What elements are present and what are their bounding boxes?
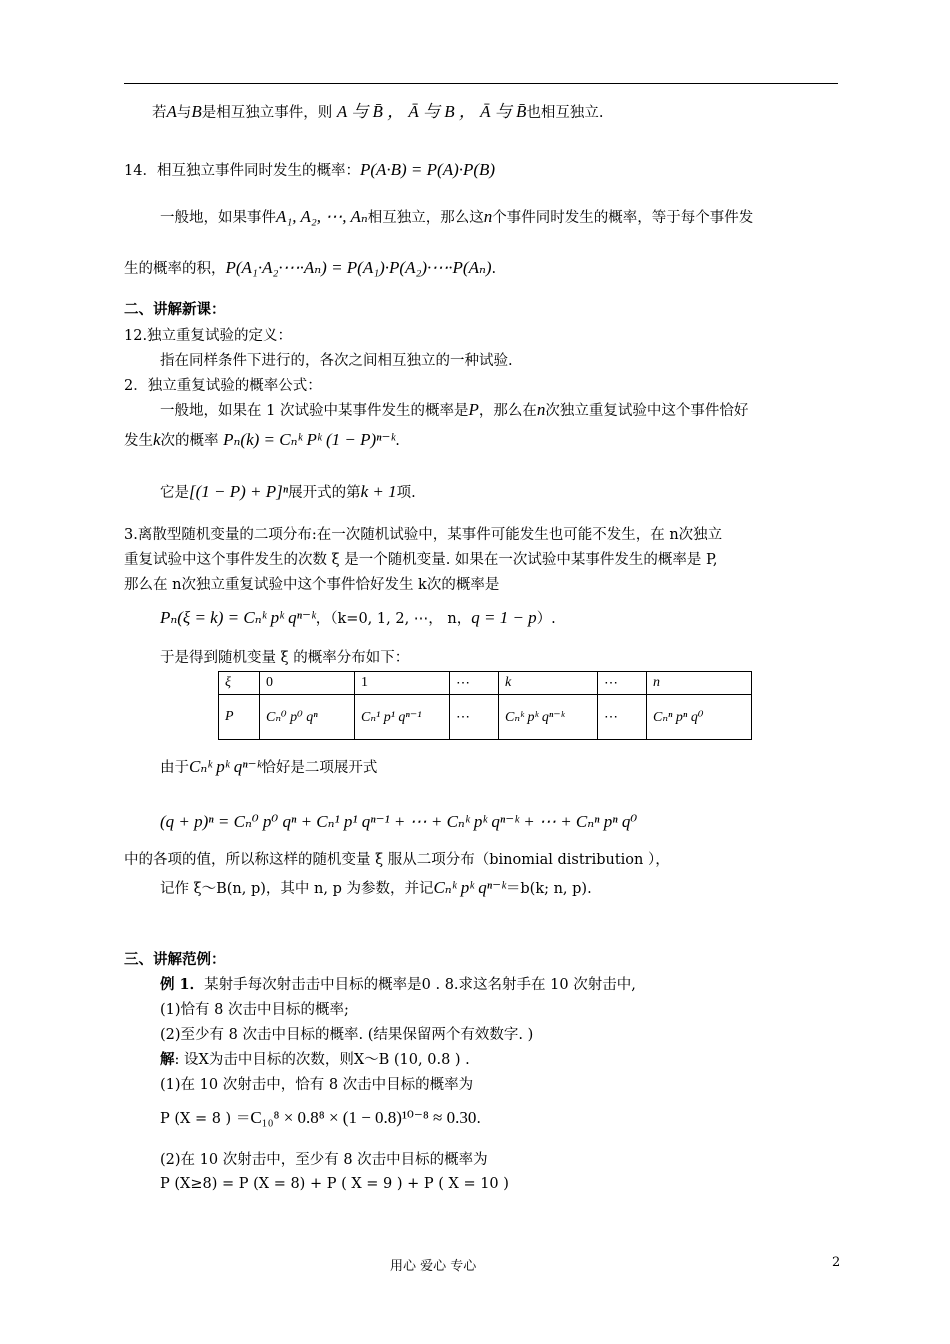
text-line: 它是[(1 − P) + P]ⁿ展开式的第k + 1项. [160, 482, 416, 501]
table-cell: k [499, 672, 598, 695]
table-cell: n [647, 672, 752, 695]
text-line: (1)恰有 8 次击中目标的概率; [160, 1002, 349, 1018]
table-cell: ⋯ [598, 695, 647, 740]
table-cell: ξ [219, 672, 260, 695]
text-line: 若A与B是相互独立事件，则 A 与 B̄ ， Ā 与 B ， Ā 与 B̄也相互独立. [152, 102, 604, 121]
distribution-table [218, 671, 752, 740]
text-line: 中的各项的值，所以称这样的随机变量 ξ 服从二项分布（binomial distribution ）， [124, 852, 670, 868]
table-cell: ⋯ [450, 695, 499, 740]
table-cell: ⋯ [598, 672, 647, 695]
text-line: 指在同样条件下进行的，各次之间相互独立的一种试验. [160, 353, 513, 369]
page-number: 2 [832, 1255, 841, 1270]
table-cell: Cₙᵏ pᵏ qⁿ⁻ᵏ [499, 695, 598, 740]
text-line: P (X≥8) = P (X = 8) + P ( X = 9 ) + P ( X = 10 ) [160, 1176, 509, 1192]
table-cell: Cₙ⁰ p⁰ qⁿ [260, 695, 355, 740]
text-line: 重复试验中这个事件发生的次数 ξ 是一个随机变量. 如果在一次试验中某事件发生的概率是 P, [124, 552, 718, 568]
text-line: 解: 设X为击中目标的次数，则X～B (10, 0.8 ) . [160, 1051, 470, 1068]
section-heading: 二、讲解新课： [124, 301, 226, 318]
table-cell: Cₙⁿ pⁿ q⁰ [647, 695, 752, 740]
formula-line: Pₙ(ξ = k) = Cₙᵏ pᵏ qⁿ⁻ᵏ，（k=0, 1, 2, ⋯， n，q = 1 − p）. [160, 608, 556, 627]
formula-line: (q + p)ⁿ = Cₙ⁰ p⁰ qⁿ + Cₙ¹ p¹ qⁿ⁻¹ + ⋯ + Cₙᵏ pᵏ qⁿ⁻ᵏ + ⋯ + Cₙⁿ pⁿ q⁰ [160, 812, 638, 831]
text-line: 14．相互独立事件同时发生的概率：P(A·B) = P(A)·P(B) [124, 160, 496, 179]
table-cell: 1 [355, 672, 450, 695]
page-footer: 用心 爱心 专心 [390, 1259, 477, 1274]
text-line: 发生k次的概率 Pₙ(k) = Cₙᵏ Pᵏ (1 − P)ⁿ⁻ᵏ. [124, 430, 400, 449]
text-line: 记作 ξ～B(n, p)，其中 n, p 为参数，并记Cₙᵏ pᵏ qⁿ⁻ᵏ＝b(k; n, p). [160, 878, 592, 897]
section-heading: 三、讲解范例： [124, 951, 226, 968]
table-row [219, 672, 752, 695]
text-line: 生的概率的积，P(A₁·A₂·⋯·Aₙ) = P(A₁)·P(A₂)·⋯·P(Aₙ). [124, 258, 497, 277]
text-line: 12.独立重复试验的定义： [124, 328, 293, 344]
table-cell: 0 [260, 672, 355, 695]
text-line: 2．独立重复试验的概率公式： [124, 378, 322, 394]
text-line: (2)在 10 次射击中，至少有 8 次击中目标的概率为 [160, 1152, 488, 1168]
text-line: 一般地，如果事件A₁, A₂, ⋯, Aₙ相互独立，那么这n个事件同时发生的概率，等于每个事件发 [160, 207, 754, 226]
text-line: (1)在 10 次射击中，恰有 8 次击中目标的概率为 [160, 1077, 474, 1093]
text-line: 于是得到随机变量 ξ 的概率分布如下： [160, 650, 410, 666]
text-line: 例 1．某射手每次射击击中目标的概率是0 . 8.求这名射手在 10 次射击中, [160, 976, 636, 993]
text-line: 由于Cₙᵏ pᵏ qⁿ⁻ᵏ恰好是二项展开式 [160, 757, 378, 776]
header-rule [124, 83, 838, 84]
table-cell: ⋯ [450, 672, 499, 695]
table-row [219, 695, 752, 740]
text-line: 一般地，如果在 1 次试验中某事件发生的概率是P，那么在n次独立重复试验中这个事件恰好 [160, 400, 749, 419]
text-line: P (X = 8 ) ＝C₁₀⁸ × 0.8⁸ × (1 − 0.8)¹⁰⁻⁸ ≈ 0.30. [160, 1108, 481, 1127]
table-cell: Cₙ¹ p¹ qⁿ⁻¹ [355, 695, 450, 740]
table-cell: P [219, 695, 260, 740]
text-line: (2)至少有 8 次击中目标的概率. (结果保留两个有效数字. ) [160, 1027, 534, 1043]
text-line: 那么在 n次独立重复试验中这个事件恰好发生 k次的概率是 [124, 577, 500, 593]
text-line: 3.离散型随机变量的二项分布:在一次随机试验中，某事件可能发生也可能不发生，在 n次独立 [124, 527, 723, 543]
